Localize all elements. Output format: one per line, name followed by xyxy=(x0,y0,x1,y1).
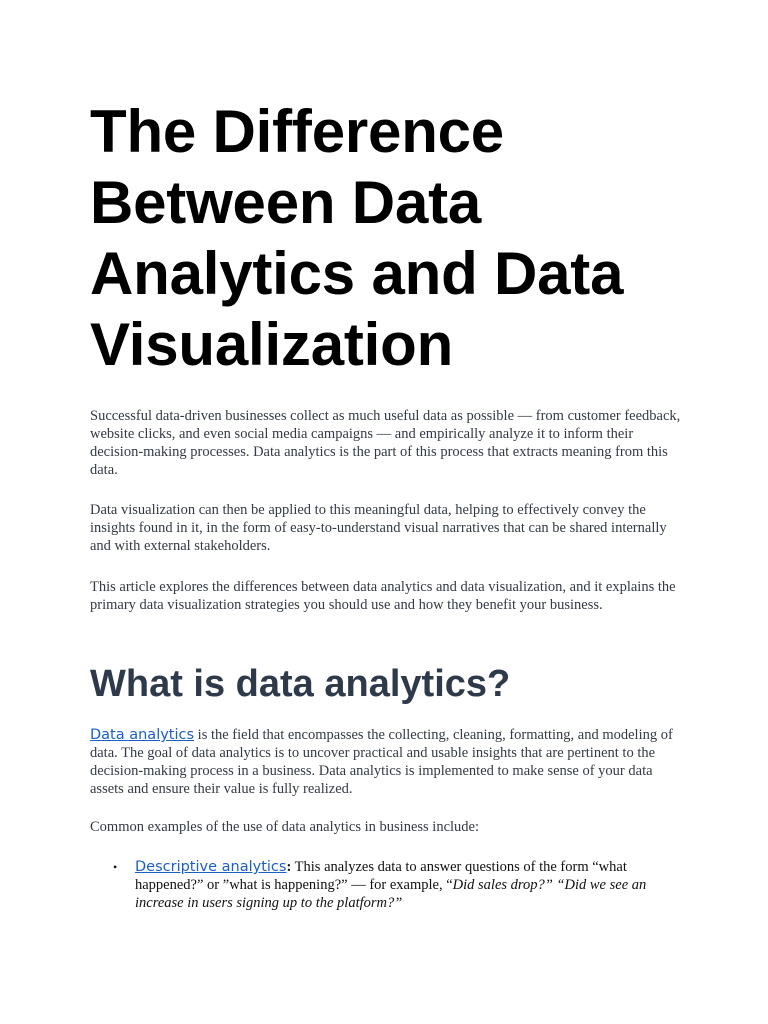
examples-intro: Common examples of the use of data analytics in business include: xyxy=(90,819,480,835)
section-paragraph-text: is the field that encompasses the collecting, cleaning, formatting, and modeling of data. The goal of data analytics is to uncover practical and usable insights that are pertinent to the decision-making process in a business. Data analytics is implemented to make sense of your data assets and ensure their value is fully realized. xyxy=(90,727,673,797)
intro-paragraph-3: This article explores the differences between data analytics and data visualization, and it explains the primary data visualization strategies you should use and how they benefit your business. xyxy=(90,579,676,613)
intro-paragraph-1: Successful data-driven businesses collect as much useful data as possible — from customer feedback, website clicks, and even social media campaigns — and empirically analyze it to inform their decision-making processes. Data analytics is the part of this process that extracts meaning from this data. xyxy=(90,408,681,478)
bullet-colon: : xyxy=(286,859,292,875)
bullet-icon: • xyxy=(113,860,118,874)
list-item xyxy=(113,858,686,912)
page-title: The Difference Between Data Analytics and Data Visualization xyxy=(90,98,624,378)
descriptive-analytics-link[interactable]: Descriptive analytics xyxy=(135,859,287,875)
intro-paragraph-2: Data visualization can then be applied to this meaningful data, helping to effectively convey the insights found in it, in the form of easy-to-understand visual narratives that can be shared internally and with external stakeholders. xyxy=(90,502,667,554)
document-page xyxy=(90,96,686,912)
bullet-italic-text: Did sales drop?” “Did we see an increase in users signing up to the platform?” xyxy=(135,877,647,911)
section-paragraph xyxy=(90,726,686,798)
examples-list xyxy=(90,858,686,912)
section-heading: What is data analytics? xyxy=(90,663,511,705)
bullet-text: This analyzes data to answer questions of the form “what happened?” or ”what is happening?” — for example, “ xyxy=(135,859,627,893)
data-analytics-link[interactable]: Data analytics xyxy=(90,727,195,743)
